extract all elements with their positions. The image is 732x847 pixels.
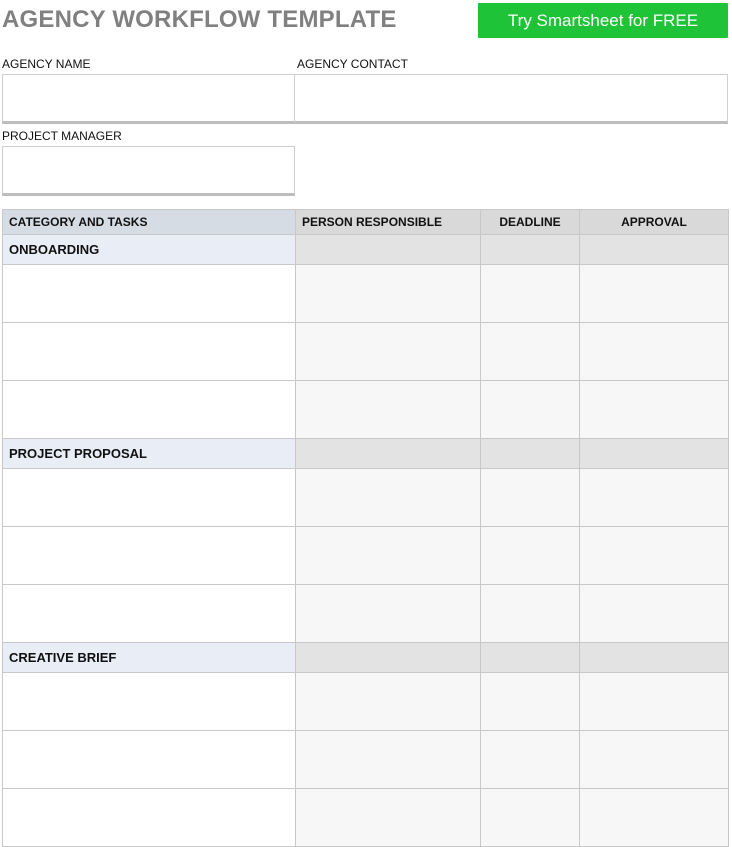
project-manager-field[interactable] [2,146,295,196]
agency-contact-label: AGENCY CONTACT [297,57,408,71]
table-row [3,585,729,643]
approval-cell[interactable] [580,673,729,731]
task-cell[interactable] [3,469,296,527]
section-cell [296,235,481,265]
person-cell[interactable] [296,323,481,381]
agency-name-field[interactable] [2,74,295,124]
deadline-cell[interactable] [481,381,580,439]
section-cell [580,235,729,265]
deadline-cell[interactable] [481,731,580,789]
page-title: AGENCY WORKFLOW TEMPLATE [2,6,397,33]
table-row [3,527,729,585]
task-cell[interactable] [3,381,296,439]
approval-cell[interactable] [580,265,729,323]
agency-contact-field[interactable] [294,74,728,124]
table-row [3,323,729,381]
section-cell [296,439,481,469]
deadline-cell[interactable] [481,673,580,731]
column-header-person-responsible: PERSON RESPONSIBLE [296,210,481,235]
approval-cell[interactable] [580,469,729,527]
section-cell [481,643,580,673]
table-row [3,673,729,731]
task-cell[interactable] [3,323,296,381]
section-label: CREATIVE BRIEF [3,643,296,673]
deadline-cell[interactable] [481,789,580,847]
deadline-cell[interactable] [481,469,580,527]
task-cell[interactable] [3,789,296,847]
approval-cell[interactable] [580,527,729,585]
person-cell[interactable] [296,469,481,527]
project-manager-label: PROJECT MANAGER [2,129,122,143]
deadline-cell[interactable] [481,527,580,585]
table-row [3,381,729,439]
approval-cell[interactable] [580,731,729,789]
approval-cell[interactable] [580,585,729,643]
person-cell[interactable] [296,789,481,847]
section-cell [296,643,481,673]
section-label: PROJECT PROPOSAL [3,439,296,469]
person-cell[interactable] [296,673,481,731]
table-row [3,789,729,847]
table-row [3,731,729,789]
column-header-deadline: DEADLINE [481,210,580,235]
section-row-creative-brief [3,643,729,673]
person-cell[interactable] [296,585,481,643]
section-cell [580,439,729,469]
task-cell[interactable] [3,673,296,731]
deadline-cell[interactable] [481,585,580,643]
column-header-category-tasks: CATEGORY AND TASKS [3,210,296,235]
task-cell[interactable] [3,265,296,323]
approval-cell[interactable] [580,381,729,439]
deadline-cell[interactable] [481,265,580,323]
section-cell [481,235,580,265]
task-cell[interactable] [3,527,296,585]
person-cell[interactable] [296,381,481,439]
table-row [3,469,729,527]
section-row-onboarding [3,235,729,265]
approval-cell[interactable] [580,323,729,381]
table-row [3,265,729,323]
task-cell[interactable] [3,731,296,789]
task-cell[interactable] [3,585,296,643]
table-header-row [3,210,729,235]
deadline-cell[interactable] [481,323,580,381]
workflow-table [2,209,729,847]
person-cell[interactable] [296,731,481,789]
section-row-project-proposal [3,439,729,469]
agency-name-label: AGENCY NAME [2,57,91,71]
approval-cell[interactable] [580,789,729,847]
person-cell[interactable] [296,527,481,585]
person-cell[interactable] [296,265,481,323]
section-label: ONBOARDING [3,235,296,265]
try-smartsheet-button[interactable]: Try Smartsheet for FREE [478,3,728,38]
section-cell [481,439,580,469]
section-cell [580,643,729,673]
column-header-approval: APPROVAL [580,210,729,235]
